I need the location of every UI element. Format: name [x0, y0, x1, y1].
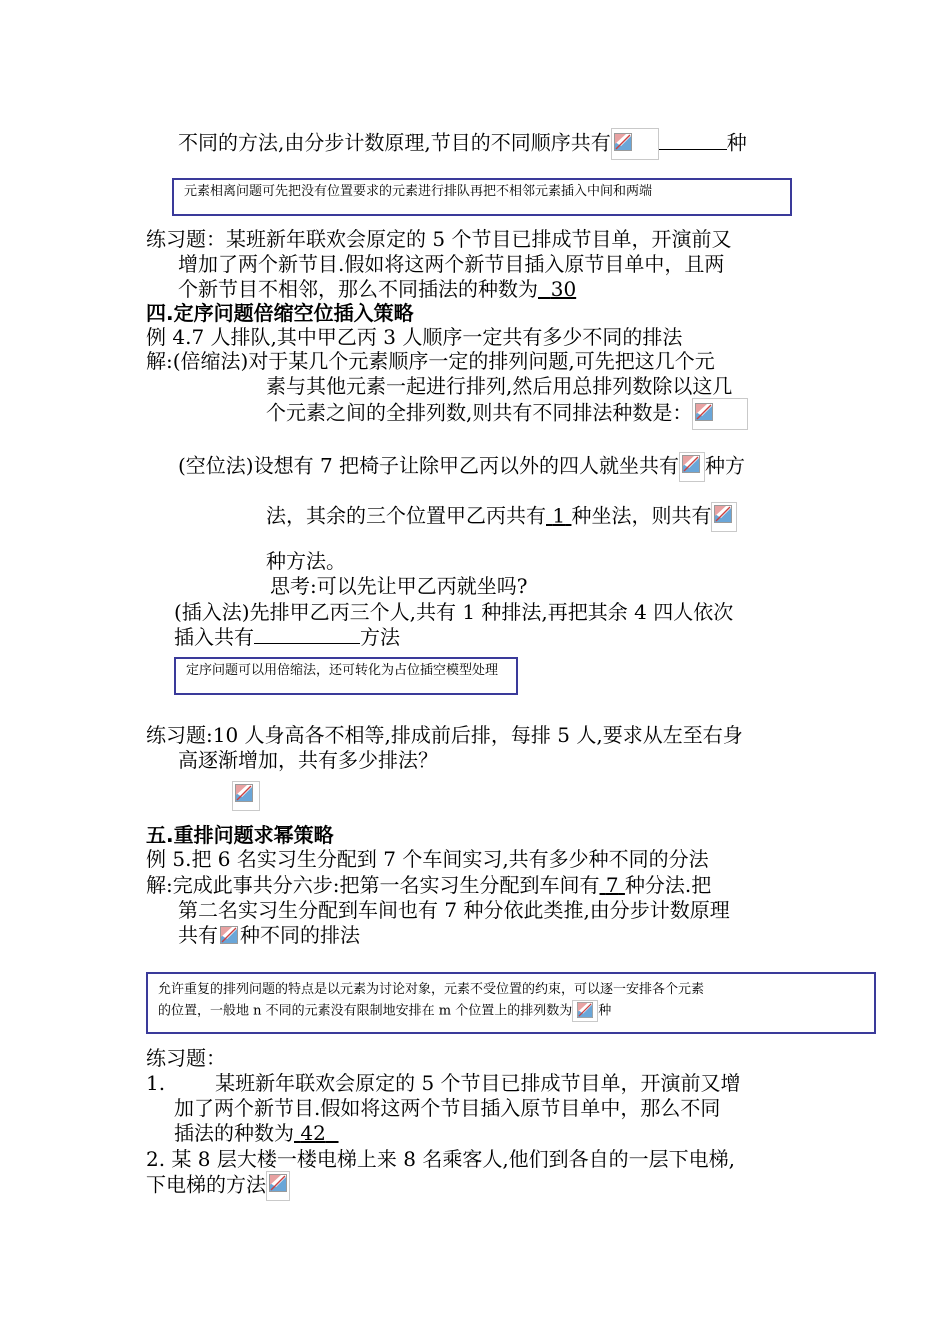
solution-line: [178, 922, 360, 950]
formula-image: [572, 1000, 598, 1022]
solution-line: 解:(倍缩法)对于某几个元素顺序一定的排列问题,可先把这几个元: [146, 349, 715, 373]
note-text: 定序问题可以用倍缩法，还可转化为占位插空模型处理: [186, 663, 499, 678]
formula-image: [266, 1171, 290, 1201]
exercise-line: [174, 1120, 339, 1146]
exercise-line: [146, 1070, 741, 1096]
top-line: [178, 128, 747, 160]
kong-line: [178, 452, 745, 482]
note-box-separation: [172, 178, 792, 216]
kong-text: (空位法)设想有 7 把椅子让除甲乙丙以外的四人就坐共有: [178, 453, 680, 478]
note-box-order: [174, 657, 518, 695]
item-number: 1.: [146, 1071, 166, 1095]
insert-text: 方法: [360, 625, 400, 649]
exercise-text: 个新节目不相邻，那么不同插法的种数为: [178, 277, 538, 301]
section-title: 四.定序问题倍缩空位插入策略: [146, 301, 414, 325]
exercise-line: [146, 1171, 290, 1201]
exercise-line: [178, 276, 576, 302]
solution-text: 解:完成此事共分六步:把第一名实习生分配到车间有: [146, 873, 600, 897]
solution-line: 第二名实习生分配到车间也有 7 种分依此类推,由分步计数原理: [178, 898, 730, 922]
formula-image: [711, 502, 737, 532]
top-line-text: 不同的方法,由分步计数原理,节目的不同顺序共有: [178, 130, 611, 155]
section-title: 五.重排问题求幂策略: [146, 823, 334, 847]
solution-line: 素与其他元素一起进行排列,然后用总排列数除以这几: [266, 374, 733, 398]
solution-text: 种不同的排法: [240, 923, 360, 947]
note-text: 允许重复的排列问题的特点是以元素为讨论对象，元素不受位置的约束，可以逐一安排各个元素: [158, 982, 705, 997]
think-text: 思考:可以先让甲乙丙就坐吗?: [270, 574, 528, 598]
answer-value: 1: [552, 503, 566, 528]
exercise-head: 练习题：: [146, 1046, 226, 1070]
exercise-text: 某班新年联欢会原定的 5 个节目已排成节目单，开演前又增: [215, 1071, 741, 1095]
note-text: 的位置，一般地 n 不同的元素没有限制地安排在 m 个位置上的排列数为: [158, 1003, 573, 1019]
answer-blank: [254, 625, 360, 644]
solution-text: 共有: [178, 923, 218, 947]
insert-line: (插入法)先排甲乙丙三个人,共有 1 种排法,再把其余 4 四人依次: [174, 600, 734, 624]
answer-value: 30: [550, 277, 577, 301]
answer-blank: [659, 131, 727, 150]
example-text: 例 5.把 6 名实习生分配到 7 个车间实习,共有多少种不同的分法: [146, 847, 709, 871]
exercise-line: 练习题:10 人身高各不相等,排成前后排，每排 5 人,要求从左至右身: [146, 723, 743, 747]
formula-image: [679, 452, 705, 482]
kong-text: 种坐法，则共有: [571, 503, 712, 528]
answer-image: [232, 781, 260, 811]
solution-text: 个元素之间的全排列数,则共有不同排法种数是：: [266, 400, 693, 425]
note-line: [158, 1000, 864, 1023]
exercise-line: 加了两个新节目.假如将这两个节目插入原节目单中，那么不同: [174, 1096, 721, 1120]
solution-line: [146, 872, 711, 898]
exercise-line: 增加了两个新节目.假如将这两个新节目插入原节目单中，且两: [178, 252, 725, 276]
exercise-text: 下电梯的方法: [146, 1172, 266, 1197]
kong-text: 种方: [705, 453, 746, 478]
exercise-line: 练习题：某班新年联欢会原定的 5 个节目已排成节目单，开演前又: [146, 227, 732, 251]
kong-line: [266, 502, 737, 532]
formula-image: [611, 128, 659, 160]
formula-image: [218, 924, 240, 950]
example-text: 例 4.7 人排队,其中甲乙丙 3 人顺序一定共有多少不同的排法: [146, 325, 683, 349]
unit-text: 种: [726, 130, 747, 155]
note-text: 元素相离问题可先把没有位置要求的元素进行排队再把不相邻元素插入中间和两端: [184, 184, 653, 199]
note-text: 种: [598, 1003, 612, 1019]
formula-image: [692, 398, 748, 430]
answer-value: 7: [605, 873, 619, 897]
insert-text: 插入共有: [174, 625, 254, 649]
kong-line: 种方法。: [266, 549, 346, 573]
note-box-repeat: [146, 972, 876, 1034]
exercise-text: 插法的种数为: [174, 1121, 294, 1145]
solution-line: [266, 398, 748, 430]
answer-value: 42: [300, 1121, 326, 1145]
exercise-line: 2. 某 8 层大楼一楼电梯上来 8 名乘客人,他们到各自的一层下电梯,: [146, 1147, 736, 1171]
solution-text: 种分法.把: [624, 873, 712, 897]
kong-text: 法，其余的三个位置甲乙丙共有: [266, 503, 546, 528]
insert-line: [174, 624, 400, 650]
exercise-line: 高逐渐增加，共有多少排法？: [178, 748, 438, 772]
